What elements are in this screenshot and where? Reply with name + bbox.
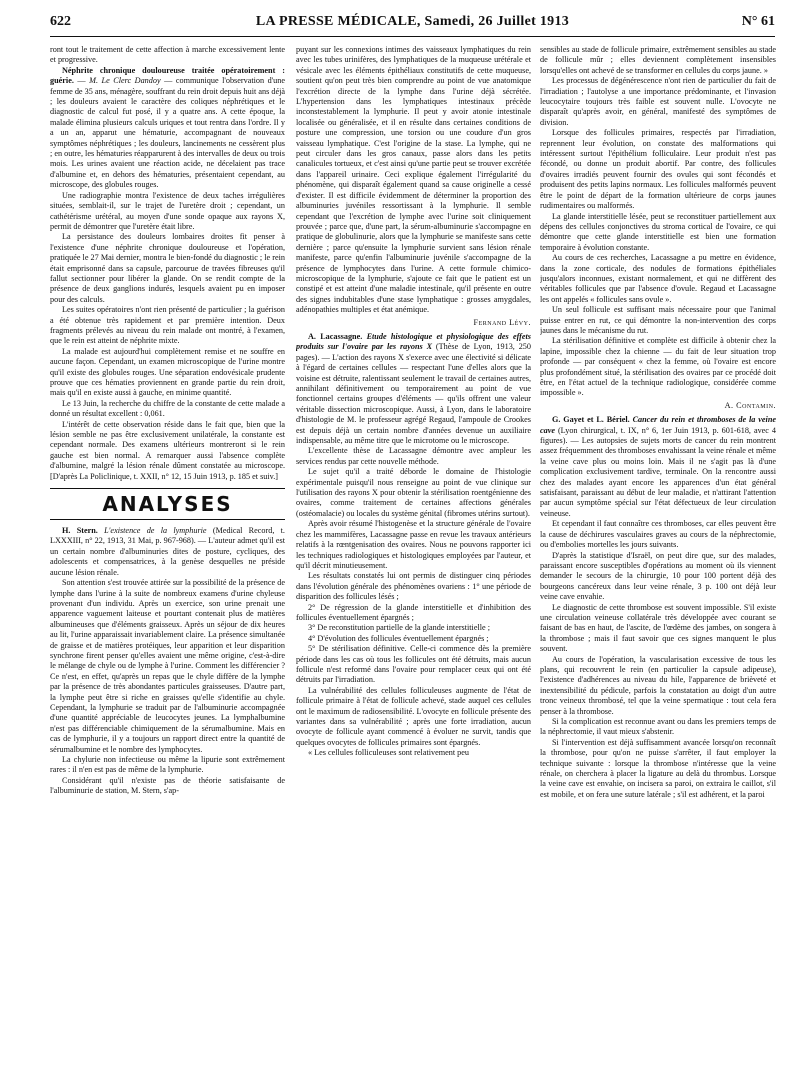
- paragraph: Le sujet qu'il a traité déborde le domaine de l'histologie expérimentale puisqu'il nous renseigne au point de vue clinique sur l'utilisation des rayons X pour obtenir la stérilisation roentgénienne des ovaires, comme traitement de certaines affections générales (ostéomalacie) ou locales du système génital (fibromes utérins surtout).: [296, 467, 531, 518]
- paragraph: 4° D'évolution des follicules éventuellement épargnés ;: [308, 633, 489, 643]
- paragraph: « Les cellules folliculeuses sont relativement peu: [308, 748, 469, 758]
- paragraph: La vulnérabilité des cellules folliculeuses augmente de l'état de follicule primaire à l'état de follicule achevé, stade auquel ces cellules ont le maximum de radiosensibilité. L'ovocyte en follicule présente des variantes dans sa vulnérabilité ; après une forte irradiation, aucun ovocyte de follicule ayant commencé à évoluer ne survit, tandis que quelques ovocytes de follicules primaires sont épargnés.: [296, 685, 531, 747]
- column-left: [50, 45, 285, 1075]
- analysis-body: — L'action des rayons X s'exerce avec une électivité si délicate à l'égard de certaines cellules — respectant l'une d'elles alors que la voisine est détruite, ralentissant seulement le travail de certaines autres, annihilant définitivement ou temporairement au point de vue fonctionnel certains groupes d'éléments — qu'ils offrent une valeur véritable dissection microscopique. Aussi, à Lyon, dans le laboratoire d'histologie de M. le professeur agrégé Regaud, l'ampoule de Crookes est depuis déjà un certain nombre d'années devenue un auxiliaire indispensable, au même titre que le microtome ou le microscope.: [296, 352, 531, 446]
- paragraph: La malade est aujourd'hui complètement remise et ne souffre en aucune façon. Cependant, un examen microscopique de l'urine montre qu'il existe des globules rouges. Une séparation endovésicale prudente prouve que ces hématies proviennent en grande partie du rein droit, mais qu'il en existe aussi à gauche, en minime quantité.: [50, 346, 285, 398]
- paragraph: puyant sur les connexions intimes des vaisseaux lymphatiques du rein avec les tubes urinifères, des lymphatiques de la muqueuse urétérale et vésicale avec les éléments épithéliaux constitutifs de cette muqueuse, soutient qu'on peut très bien comprendre au point de vue anatomique l'excrétion directe de la lymphe dans l'urine déjà sécrétée. L'hypertension dans les lymphatiques intestinaux précède inconstestablement la lymphurie. Il peut y avoir atonie intestinale localisée ou généralisée, et il en résulte dans certaines conditions de posture une compression, une torsion ou une coudure d'un gros vaisseau lymphatique. C'est l'origine de la stase. La lymphe, qui ne peut circuler dans les gros canaux, passe alors dans les petits canalicules tortueux, et c'est ainsi qu'une partie peut se trouver excrétée dans l'appareil urinaire. Ceci explique également l'irrégularité du phénomène, qui disparaît également quand sa cause originelle a cessé d'exister. Il est difficile évidemment de déterminer la proportion des albuminuries juvéniles ressortissant à la lymphurie. Il semble cependant que l'excrétion de lymphe avec l'urine soit cliniquement prouvée ; parce que, d'une part, la sérum-albuminurie s'accompagne en pratique de globulinurie, alors que la lymphurie se manifeste sans cette dernière ; parce qu'ensuite la lymphurie survient sans lésion rénale manifeste, parce qu'enfin l'albuminurie juvénile s'accompagne de la présence de lymphocytes dans l'urine. A cette formule chimico-microscopique de la lymphurie, s'ajoute ce fait que le patient est un constipé et est atteint d'une maladie intestinale, qu'il présente en outre des signes indubitables d'une stase lymphatique : grosses amygdales, adénopathies multiples et état anémique.: [296, 45, 531, 315]
- analyses-section-heading: [50, 488, 285, 520]
- signature: Fernand Lévy.: [473, 317, 531, 327]
- signature: A. Contamin.: [724, 400, 776, 410]
- analysis-title: Etude histologique et physiologique des effets produits sur l'ovaire par les rayons X: [296, 331, 531, 352]
- analysis-body: — L'auteur admet qu'il est un certain nombre d'albuminuries dites de posture, cycliques, des adolescents et compensatrices, à la genèse desquelles ne préside aucune lésion rénale.: [50, 536, 285, 577]
- paragraph: Après avoir résumé l'histogenèse et la structure générale de l'ovaire chez les mammifères, Lacassagne passe en revue les travaux antérieurs relatifs à la rœntgenisation des ovaires. Nous ne pouvons rapporter ici les techniques radiologiques et histologiques employées par l'auteur, et qu'il décrit minutieusement.: [296, 519, 531, 570]
- analysis-reference: (Lyon chirurgical, t. IX, n° 6, 1er Juin 1913, p. 601-618, avec 4 figures).: [540, 425, 776, 446]
- page-header: [50, 14, 775, 37]
- article-body: — communique l'observation d'une femme de 35 ans, ménagère, souffrant du rein droit depuis huit ans déjà ; les douleurs avaient le caractère des coliques néphrétiques et le diagnostic de calcul fut posé, il y a quatre ans. A cette époque, la malade élimina plusieurs calculs uriques et tout rentra dans l'ordre. Il y a un an, apparut une hématurie, accompagnant de nouveaux symptômes néphrétiques ; les douleurs, lancinements ne cessèrent plus ; en outre, les hématuries réapparurent à des intervalles de deux ou trois mois. Les urines avaient une réaction acide, ne décelaient pas trace d'albumine et, en dehors des hématuries, présentaient cependant, au microscope, des globules rouges.: [50, 76, 285, 190]
- analysis-stern: [50, 526, 285, 578]
- column-right: [540, 45, 776, 1075]
- journal-title: LA PRESSE MÉDICALE, Samedi, 26 Juillet 1913: [255, 14, 570, 29]
- paragraph: Une radiographie montra l'existence de deux taches irrégulières situées, semblait-il, sur le trajet de l'uretère droit ; cependant, un cathétérisme urétéral, au moyen d'une sonde opaque aux rayons X, permit de démontrer que l'uretère était libre.: [50, 190, 285, 231]
- paragraph: Un seul follicule est suffisant mais nécessaire pour que l'animal puisse entrer en rut, ce qui démontre la non-intervention des corps jaunes dans le mécanisme du rut.: [540, 305, 776, 335]
- paragraph: Et cependant il faut connaître ces thromboses, car elles peuvent être la cause de déchirures vasculaires graves au cours de la néphrectomie, ou d'embolies mortelles les jours suivants.: [540, 519, 776, 550]
- paragraph: Si l'intervention est déjà suffisamment avancée lorsqu'on reconnaît la thrombose, pour qu'on ne puisse s'arrêter, il faut employer la technique suivante : lorsque la thrombose n'intéresse que la veine rénale, on cherchera à placer la ligature au delà du thrombus. Lorsque la veine cave est envahie, on incisera sa paroi, on extraira le caillot, s'il est mobile, et on fera une suture latérale ; s'il est adhérent, et la paroi: [540, 737, 776, 799]
- article-title: Néphrite chronique douloureuse traitée opératoirement : guérie.: [50, 65, 285, 86]
- paragraph: La glande interstitielle lésée, peut se reconstituer partiellement aux dépens des cellules conjonctives du stroma cortical de l'ovaire, ce qui démontre que cette glande interstitielle est bien une formation temporaire à évolution constante.: [540, 211, 776, 252]
- analysis-author: H. Stern.: [62, 526, 98, 536]
- paragraph: La persistance des douleurs lombaires droites fit penser à l'existence d'une néphrite chronique douloureuse et l'opération, pratiquée le 27 Mai dernier, montra le bien-fondé du diagnostic ; le rein était emprisonné dans sa capsule, parcourue de travées fibreuses qu'il fallut sectionner pour libérer la glande. On se rendit compte de la présence de deux ganglions indurés, lesquels avaient pu en imposer pour des calculs.: [50, 232, 285, 304]
- analyses-heading-text: ANALYSES: [102, 492, 233, 517]
- paragraph: Le 13 Juin, la recherche du chiffre de la constante de cette malade a donné un résultat excellent : 0,061.: [50, 398, 285, 419]
- paragraph: Les processus de dégénérescence n'ont rien de particulier du fait de l'irradiation ; l'autolyse a une importance prédominante, et l'invasion leucocytaire toujours très faible est souvent nulle. L'ovocyte ne disparaît qu'après avoir, en général, manifesté des symptômes de division.: [540, 76, 776, 127]
- article-neprhite: Néphrite chronique douloureuse traitée opératoirement : guérie. — M. Le Clerc Dandoy — communique l'observation d'une femme de 35 ans, ménagère, souffrant du rein droit depuis huit ans déjà ; les douleurs avaient le caractère des coliques néphrétiques et le diagnostic de calcul fut posé, il y a quatre ans. A cette époque, la malade élimina plusieurs calculs uriques et tout rentra dans l'ordre. Il y a un an, apparut une hématurie, accompagnant de nouveaux symptômes néphrétiques ; les douleurs, lancinements ne cessèrent plus ; en outre, les hématuries réapparurent à des intervalles de deux ou trois mois. Les urines avaient une réaction acide, ne décelaient pas trace d'albumine et, en dehors des hématuries, présentaient cependant, au microscope, des globules rouges.: [50, 65, 285, 190]
- paragraph: La chylurie non infectieuse ou même la lipurie sont extrêmement rares : il n'en est pas de même de la lymphurie.: [50, 755, 285, 775]
- paragraph: Au cours de l'opération, la vascularisation excessive de tous les plans, qui recouvrent le rein (en particulier la capsule adipeuse), l'existence d'adhérences au niveau du hile, l'apparence de brièveté et inextensibilité du pédicule, parfois la constatation au doigt d'un autre tronc veineux thrombosé, tel que la veine spermatique : tout cela fera penser à la thrombose.: [540, 654, 776, 716]
- paragraph: Si la complication est reconnue avant ou dans les premiers temps de la néphrectomie, il vaut mieux s'abstenir.: [540, 717, 776, 737]
- analysis-lacassagne: [296, 332, 531, 446]
- paragraph: L'intérêt de cette observation réside dans le fait que, bien que la lésion semble ne pas être exclusivement unilatérale, la constante est cependant normale. Des examens ultérieurs montreront si le rein gauche est bien normal. A remarquer aussi l'absence complète d'albumine, malgré la lésion rénale dûment constatée au microscope. [D'après La Policlinique, t. XXII, n° 12, 15 Juin 1913, p. 185 et suiv.]: [50, 419, 285, 481]
- paragraph: sensibles au stade de follicule primaire, extrêmement sensibles au stade de follicule mûr ; elles deviennent complètement insensibles lorsqu'elles ont achevé de se transformer en cellules du corps jaune. »: [540, 45, 776, 75]
- paragraph: 2° De régression de la glande interstitielle et d'inhibition des follicules éventuellement épargnés ;: [296, 602, 531, 622]
- page-number: 622: [50, 14, 71, 29]
- analysis-title: Cancer du rein et thromboses de la veine cave: [540, 415, 776, 435]
- paragraph: ront tout le traitement de cette affection à marche excessivement lente et progressive.: [50, 45, 285, 65]
- analysis-title: L'existence de la lymphurie: [104, 526, 207, 536]
- analysis-author: G. Gayet et L. Bériel.: [552, 415, 630, 425]
- column-middle: [296, 45, 531, 1075]
- paragraph: Au cours de ces recherches, Lacassagne a pu mettre en évidence, dans la zone corticale, des nodules de formations épithéliales jusqu'alors inconnues, existant normalement, et qui ne diffèrent des véritables follicules que par l'absence d'ovule. Regaud et Lacassagne les ont appelés « follicules sans ovule ».: [540, 253, 776, 304]
- paragraph: Considérant qu'il n'existe pas de théorie satisfaisante de l'albuminurie de station, M. Stern, s'ap-: [50, 775, 285, 796]
- analysis-reference: (Medical Record, t. LXXXIII, n° 22, 1913, 31 Mai, p. 967-968).: [50, 526, 285, 546]
- analysis-reference: (Thèse de Lyon, 1913, 250 pages).: [296, 342, 531, 362]
- paragraph: Le diagnostic de cette thrombose est souvent impossible. S'il existe une circulation veineuse collatérale très développée avec courant se faisant de bas en haut, de l'ascite, de l'œdème des jambes, on songera à la thrombose ; mais il faut savoir que ces signes manquent le plus souvent.: [540, 602, 776, 654]
- paragraph: Les résultats constatés lui ont permis de distinguer cinq périodes dans l'évolution générale des phénomènes ovariens : 1° une période de disparition des follicules lésés ;: [296, 571, 531, 602]
- paragraph: D'après la statistique d'Israël, on peut dire que, sur des malades, paraissant encore susceptibles d'opérations au moment où ils viennent demander le secours de la chirurgie, 10 pour 100 portent déjà des bourgeons cancéreux dans leur veine rénale, 3 p. 100 ont déjà leur veine cave envahie.: [540, 550, 776, 602]
- analysis-gayet-beriel: [540, 415, 776, 519]
- paragraph: La stérilisation définitive et complète est difficile à obtenir chez la lapine, impossible chez la chienne — du fait de leur situation trop profonde — par conséquent « chez la femme, où l'ovaire est encore plus profondément situé, la stérilisation des ovaires par ce procédé doit être, en l'état actuel de la technique radiologique, considérée comme impossible ».: [540, 336, 776, 398]
- analysis-body: — Les autopsies de sujets morts de cancer du rein montrent assez fréquemment des thromboses envahissant la veine rénale et même la veine cave plus ou moins loin. Mais il ne s'agit pas là d'une complication exclusivement tardive, terminale. On la rencontre aussi chez des malades ayant encore les apparences d'un état général satisfaisant, paraissant au début de leur maladie, et n'attirant l'attention par aucun symptôme spécial sur l'état défectueux de leur circulation veineuse.: [540, 436, 776, 518]
- paragraph: L'excellente thèse de Lacassagne démontre avec ampleur les services rendus par cette nouvelle méthode.: [296, 446, 531, 466]
- paragraph: 3° De reconstitution partielle de la glande interstitielle ;: [308, 623, 490, 633]
- issue-number: N° 61: [741, 14, 775, 29]
- paragraph: 5° De stérilisation définitive. Celle-ci commence dès la première période dans les cas où tous les follicules ont été détruits, mais aucun follicule n'est reformé dans l'ovaire pour remplacer ceux qui ont été détruits par l'irradiation.: [296, 644, 531, 685]
- paragraph: Son attention s'est trouvée attirée sur la possibilité de la présence de lymphe dans l'urine à la suite de nombreux examens d'urine chyleuse provenant d'un individu. Après un exercice, son urine prenait une apparence vaguement laiteuse et pourtant contenait plus de matières albumineuses que d'éléments graisseux. Après un séjour de dix heures au lit, l'urine apparaissait invariablement claire. La présence simultanée de graisse et de matières protéiques, leur apparition et leur disparition synchrone firent penser qu'elles avaient une même origine, c'est-à-dire le mélange de chyle ou de lymphe à l'urine. Comment les différencier ? Ce n'est, en effet, qu'après un repas que le chyle diffère de la lymphe par la présence de très abondantes particules graisseuses. D'autre part, la lymphe peut être si riche en graisses qu'elle s'identifie au chyle. Cependant, la lymphurie se traduit par de l'albuminurie accompagnée d'une quantité appréciable de leucocytes jeunes. La lymphalbumine n'est pas différenciable chimiquement de la sérumalbumine. Mais en cas de lymphurie, il y a toujours un rapport direct entre la quantité de sérumalbumine et le nombre des lymphocytes.: [50, 578, 285, 754]
- article-author: M. Le Clerc Dandoy: [89, 76, 161, 86]
- analysis-author: A. Lacassagne.: [308, 331, 363, 341]
- paragraph: Les suites opératoires n'ont rien présenté de particulier ; la guérison a été obtenue très rapidement et par première intention. Deux fragments prélevés au niveau du rein malade ont montré, à l'examen, que le rein est atteint de néphrite mixte.: [50, 305, 285, 346]
- paragraph: Lorsque des follicules primaires, respectés par l'irradiation, reprennent leur évolution, on constate des malformations qui intéressent surtout l'épithélium folliculaire. Leur produit n'est pas fécondé, ou donne un produit abortif. Par contre, des follicules d'ovaires irradiés peuvent fournir des ovules qui sont fécondés et produisent des petits lapins normaux. Les follicules malformés peuvent être le point de départ de la formation ultérieure de corps jaunes rudimentaires ou malformés.: [540, 128, 776, 211]
